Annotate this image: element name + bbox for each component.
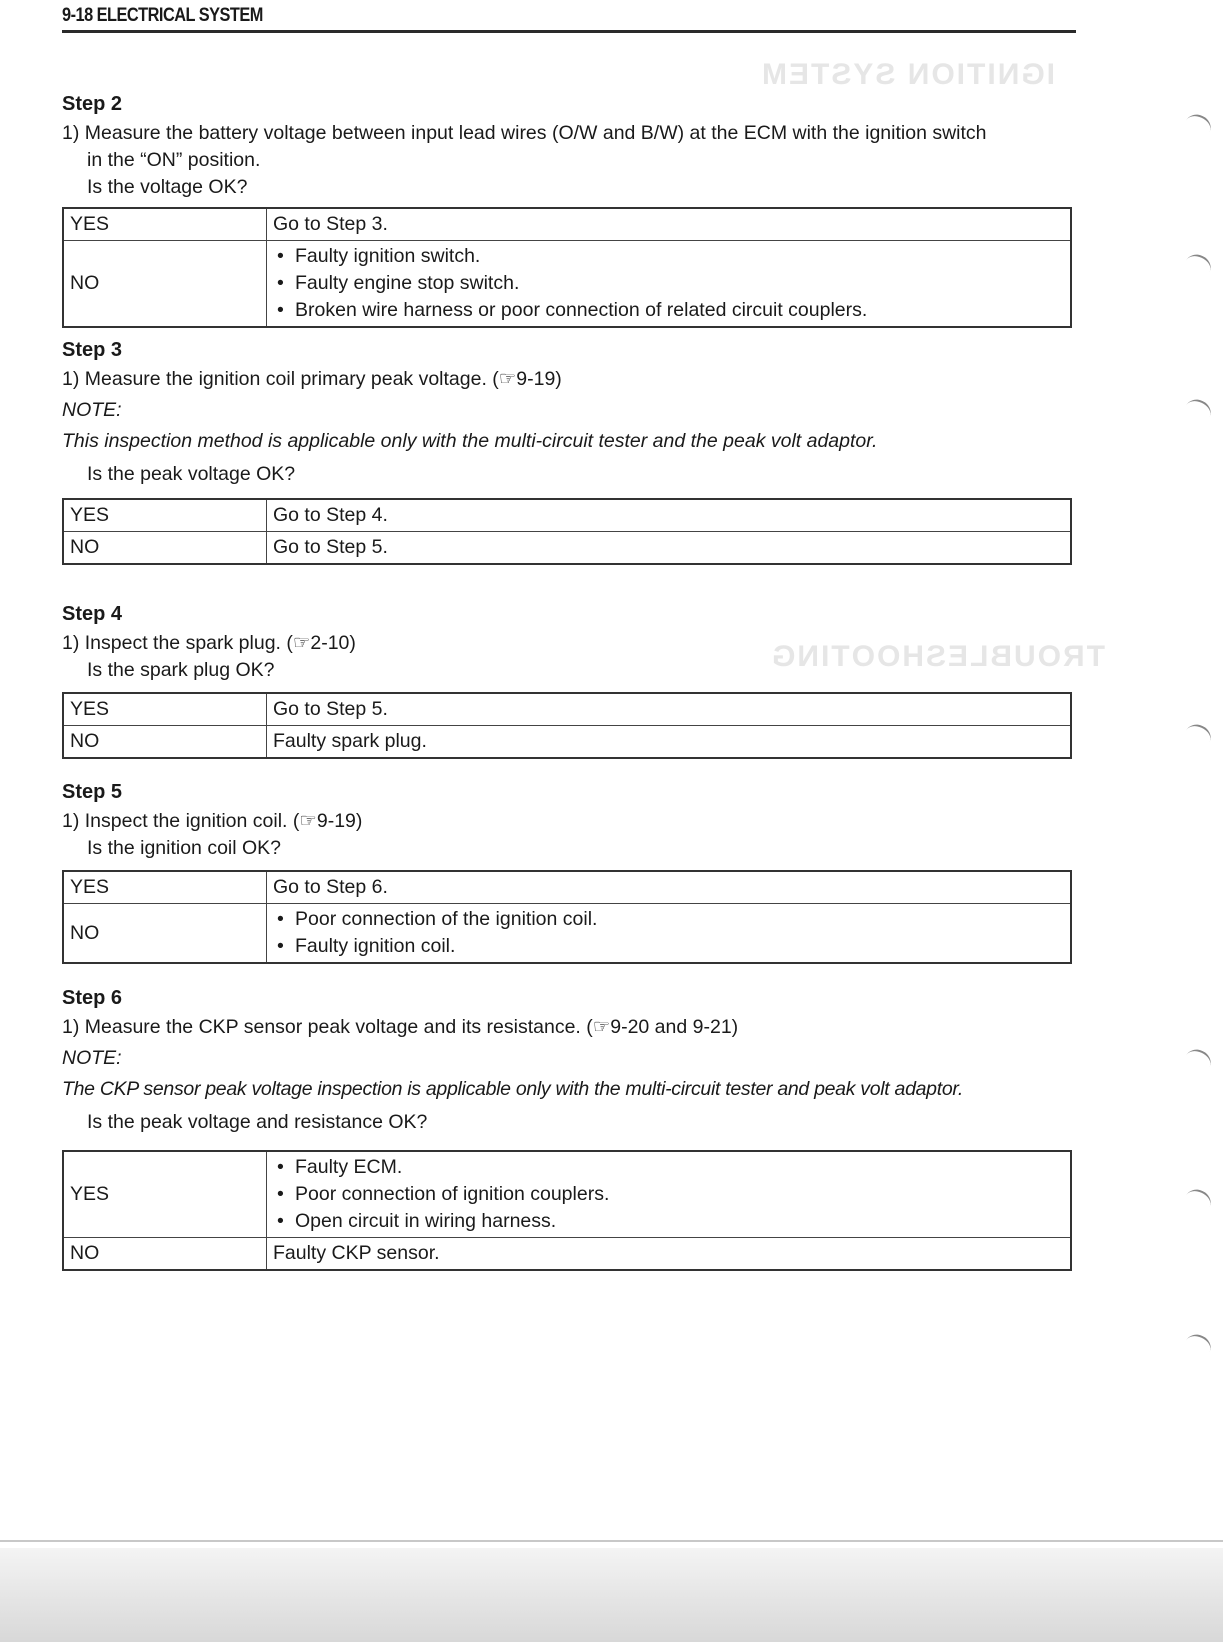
step-5-instruction bbox=[62, 808, 1078, 835]
yes-result bbox=[267, 1151, 1072, 1238]
reference-hand-icon: ☞ bbox=[292, 632, 311, 654]
page-reference: 2-10) bbox=[310, 632, 356, 654]
step-3-table bbox=[62, 498, 1072, 565]
no-label: NO bbox=[63, 904, 267, 964]
table-row bbox=[63, 871, 1071, 904]
page-reference: 9-19) bbox=[316, 810, 363, 832]
step-6-table bbox=[62, 1150, 1072, 1271]
table-row bbox=[63, 241, 1071, 328]
table-row bbox=[63, 1238, 1071, 1271]
table-row bbox=[63, 693, 1071, 726]
step-5-title: Step 5 bbox=[62, 781, 123, 803]
step-3-instruction bbox=[62, 366, 1078, 393]
note-label: NOTE: bbox=[62, 399, 122, 421]
no-result bbox=[267, 904, 1072, 964]
no-result: Faulty spark plug. bbox=[267, 726, 1072, 759]
step-2-table bbox=[62, 207, 1072, 328]
no-result: Faulty CKP sensor. bbox=[267, 1238, 1072, 1271]
step-6-title: Step 6 bbox=[62, 987, 123, 1009]
step-4-instruction bbox=[62, 630, 1078, 657]
yes-result: Go to Step 3. bbox=[267, 208, 1072, 241]
step-5-question: Is the ignition coil OK? bbox=[87, 837, 282, 859]
step-2-instruction-cont: in the “ON” position. bbox=[87, 149, 261, 171]
step-2-instruction: 1) Measure the battery voltage between input lead wires (O/W and B/W) at the ECM with the ignition switch bbox=[62, 122, 987, 144]
step-4-question: Is the spark plug OK? bbox=[87, 659, 275, 681]
binder-mark bbox=[1182, 1331, 1215, 1362]
no-label: NO bbox=[63, 241, 267, 328]
instruction-text: 1) Measure the ignition coil primary peak voltage. ( bbox=[62, 368, 499, 390]
instruction-text: 1) Inspect the spark plug. ( bbox=[62, 632, 293, 654]
list-item: • Faulty ignition coil. bbox=[273, 933, 1064, 960]
step-5-section bbox=[62, 780, 1078, 964]
step-5-table bbox=[62, 870, 1072, 964]
yes-result: Go to Step 5. bbox=[267, 693, 1072, 726]
no-label: NO bbox=[63, 726, 267, 759]
showthrough-heading-1: IGNITION SYSTEM bbox=[760, 58, 1056, 91]
step-6-section bbox=[62, 986, 1078, 1271]
scan-edge-line bbox=[0, 1540, 1223, 1542]
showthrough-heading-2: TROUBLESHOOTING bbox=[770, 640, 1105, 673]
binder-mark bbox=[1182, 1046, 1215, 1077]
page-header bbox=[62, 2, 1076, 27]
page-reference: 9-19) bbox=[516, 368, 562, 390]
no-result bbox=[267, 241, 1072, 328]
step-2-section bbox=[62, 92, 1078, 328]
yes-label: YES bbox=[63, 1151, 267, 1238]
yes-result: Go to Step 4. bbox=[267, 499, 1072, 532]
table-row bbox=[63, 904, 1071, 964]
table-row bbox=[63, 208, 1071, 241]
list-item: • Faulty engine stop switch. bbox=[273, 270, 1064, 297]
step-4-section bbox=[62, 602, 1078, 759]
binder-mark bbox=[1182, 396, 1215, 427]
table-row bbox=[63, 499, 1071, 532]
table-row bbox=[63, 1151, 1071, 1238]
step-4-title: Step 4 bbox=[62, 603, 123, 625]
binder-mark bbox=[1182, 721, 1215, 752]
list-item: • Poor connection of ignition couplers. bbox=[273, 1181, 1064, 1208]
list-item: • Faulty ignition switch. bbox=[273, 243, 1064, 270]
step-2-question: Is the voltage OK? bbox=[87, 176, 248, 198]
list-item: • Open circuit in wiring harness. bbox=[273, 1208, 1064, 1235]
binder-mark bbox=[1182, 1186, 1215, 1217]
yes-label: YES bbox=[63, 499, 267, 532]
binder-mark bbox=[1182, 251, 1215, 282]
note-label: NOTE: bbox=[62, 1047, 122, 1069]
yes-label: YES bbox=[63, 208, 267, 241]
step-3-section bbox=[62, 338, 1078, 565]
step-3-question: Is the peak voltage OK? bbox=[87, 463, 296, 485]
yes-result: Go to Step 6. bbox=[267, 871, 1072, 904]
list-item: • Broken wire harness or poor connection of related circuit couplers. bbox=[273, 297, 1064, 324]
step-2-title: Step 2 bbox=[62, 93, 123, 115]
instruction-text: 1) Inspect the ignition coil. ( bbox=[62, 810, 300, 832]
step-3-title: Step 3 bbox=[62, 339, 123, 361]
note-text: This inspection method is applicable only with the multi-circuit tester and the peak volt adaptor. bbox=[62, 430, 878, 452]
note-text: The CKP sensor peak voltage inspection is applicable only with the multi-circuit tester and peak volt adaptor. bbox=[62, 1078, 963, 1100]
no-label: NO bbox=[63, 1238, 267, 1271]
reference-hand-icon: ☞ bbox=[498, 368, 517, 390]
step-6-instruction bbox=[62, 1014, 1078, 1041]
instruction-text: 1) Measure the CKP sensor peak voltage and its resistance. ( bbox=[62, 1016, 593, 1038]
reference-hand-icon: ☞ bbox=[592, 1016, 611, 1038]
binder-mark bbox=[1182, 111, 1215, 142]
page-reference: 9-20 and 9-21) bbox=[610, 1016, 739, 1038]
list-item: • Poor connection of the ignition coil. bbox=[273, 906, 1064, 933]
yes-label: YES bbox=[63, 871, 267, 904]
page-title: 9-18 ELECTRICAL SYSTEM bbox=[62, 5, 263, 26]
reference-hand-icon: ☞ bbox=[299, 810, 317, 832]
list-item: • Faulty ECM. bbox=[273, 1154, 1064, 1181]
scan-shadow bbox=[0, 1548, 1223, 1642]
yes-label: YES bbox=[63, 693, 267, 726]
header-rule bbox=[62, 30, 1076, 33]
table-row bbox=[63, 532, 1071, 565]
table-row bbox=[63, 726, 1071, 759]
step-4-table bbox=[62, 692, 1072, 759]
no-label: NO bbox=[63, 532, 267, 565]
no-result: Go to Step 5. bbox=[267, 532, 1072, 565]
step-6-question: Is the peak voltage and resistance OK? bbox=[87, 1111, 428, 1133]
